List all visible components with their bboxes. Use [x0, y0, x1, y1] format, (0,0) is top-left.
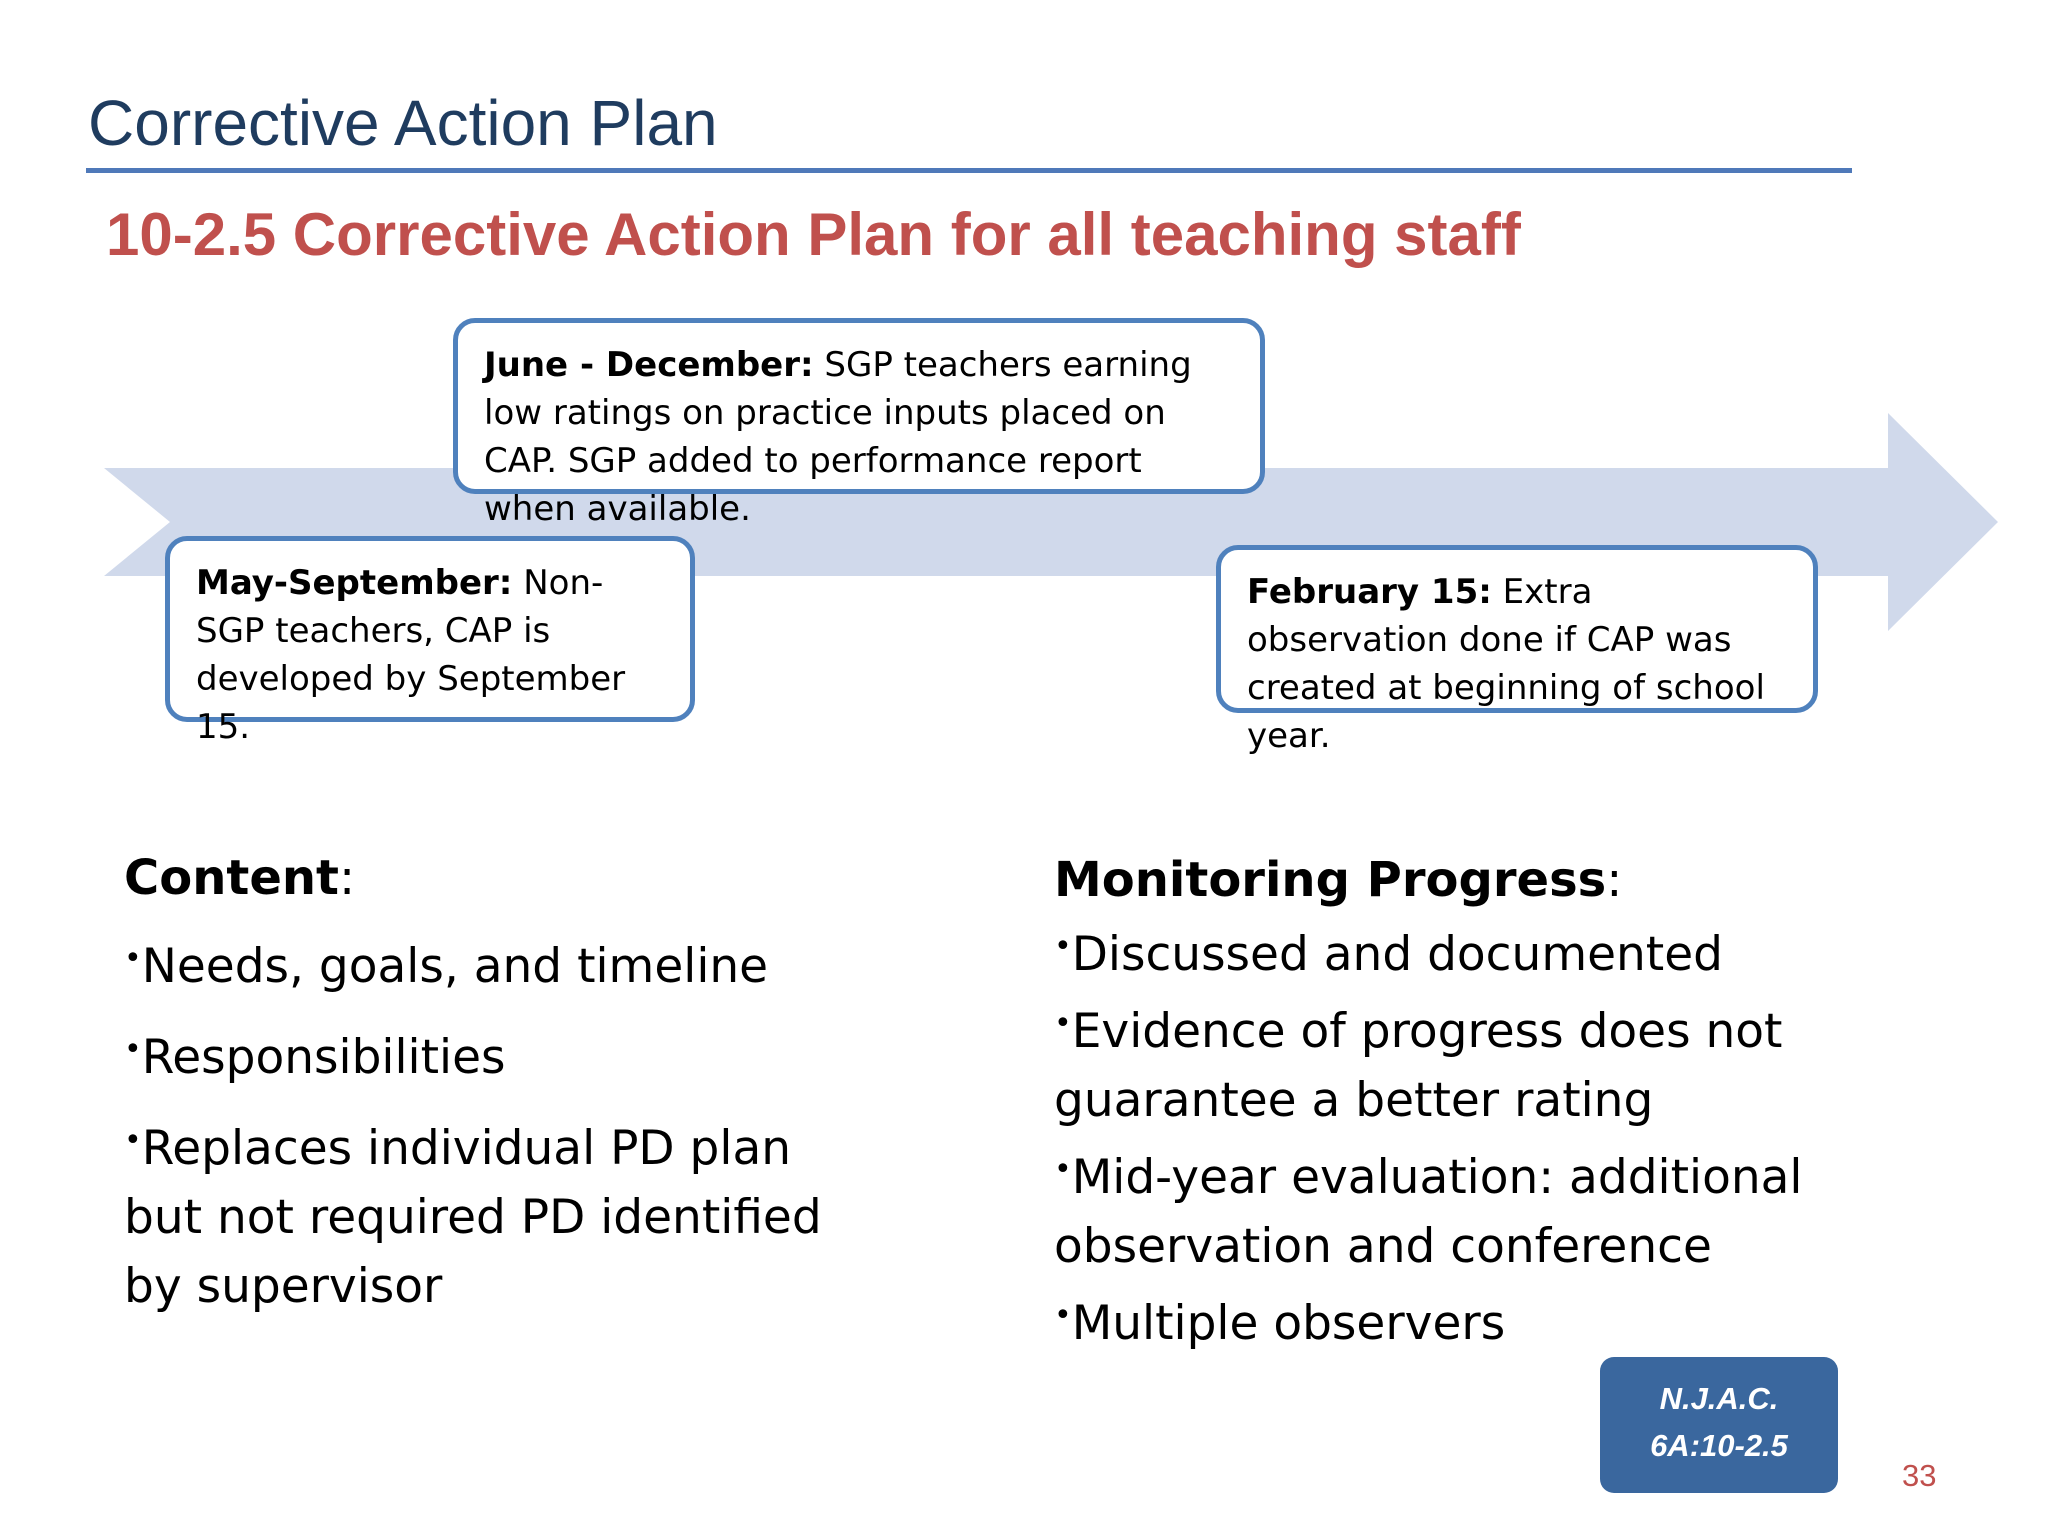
- content-section: [124, 846, 864, 1321]
- badge-line: N.J.A.C.: [1659, 1381, 1779, 1416]
- list-item: •Needs, goals, and timeline: [124, 939, 769, 994]
- timeline-text: SGP teachers earning low ratings on practice inputs placed on CAP. SGP added to performance report when available.: [484, 345, 1192, 529]
- timeline-box-june-december: [453, 318, 1265, 529]
- list-item: •Discussed and documented: [1054, 927, 1723, 982]
- timeline-text: Non-SGP teachers, CAP is developed by September 15.: [196, 563, 626, 747]
- timeline-text: Extra observation done if CAP was created at beginning of school year.: [1247, 572, 1765, 756]
- list-item: •Multiple observers: [1054, 1296, 1506, 1351]
- timeline-box-february-15: [1216, 545, 1818, 756]
- slide-subtitle: 10-2.5 Corrective Action Plan for all teaching staff: [106, 201, 1521, 268]
- monitoring-heading: Monitoring Progress:: [1054, 852, 1623, 908]
- list-item: •Evidence of progress does not guarantee a better rating: [1054, 1004, 1783, 1128]
- list-item: •Replaces individual PD plan but not required PD identified by supervisor: [124, 1121, 822, 1314]
- page-title: Corrective Action Plan: [88, 87, 718, 159]
- monitoring-section: [1054, 848, 1844, 1358]
- page-number: 33: [1902, 1458, 1937, 1493]
- timeline-label: February 15:: [1247, 572, 1492, 612]
- badge-line: 6A:10-2.5: [1650, 1428, 1788, 1463]
- list-item: •Responsibilities: [124, 1030, 506, 1085]
- list-item: •Mid-year evaluation: additional observation and conference: [1054, 1150, 1803, 1274]
- timeline-label: June - December:: [484, 345, 814, 385]
- content-heading: Content:: [124, 850, 356, 906]
- timeline-box-may-september: [165, 536, 695, 747]
- citation-badge: [1600, 1357, 1838, 1493]
- timeline-label: May-September:: [196, 563, 513, 603]
